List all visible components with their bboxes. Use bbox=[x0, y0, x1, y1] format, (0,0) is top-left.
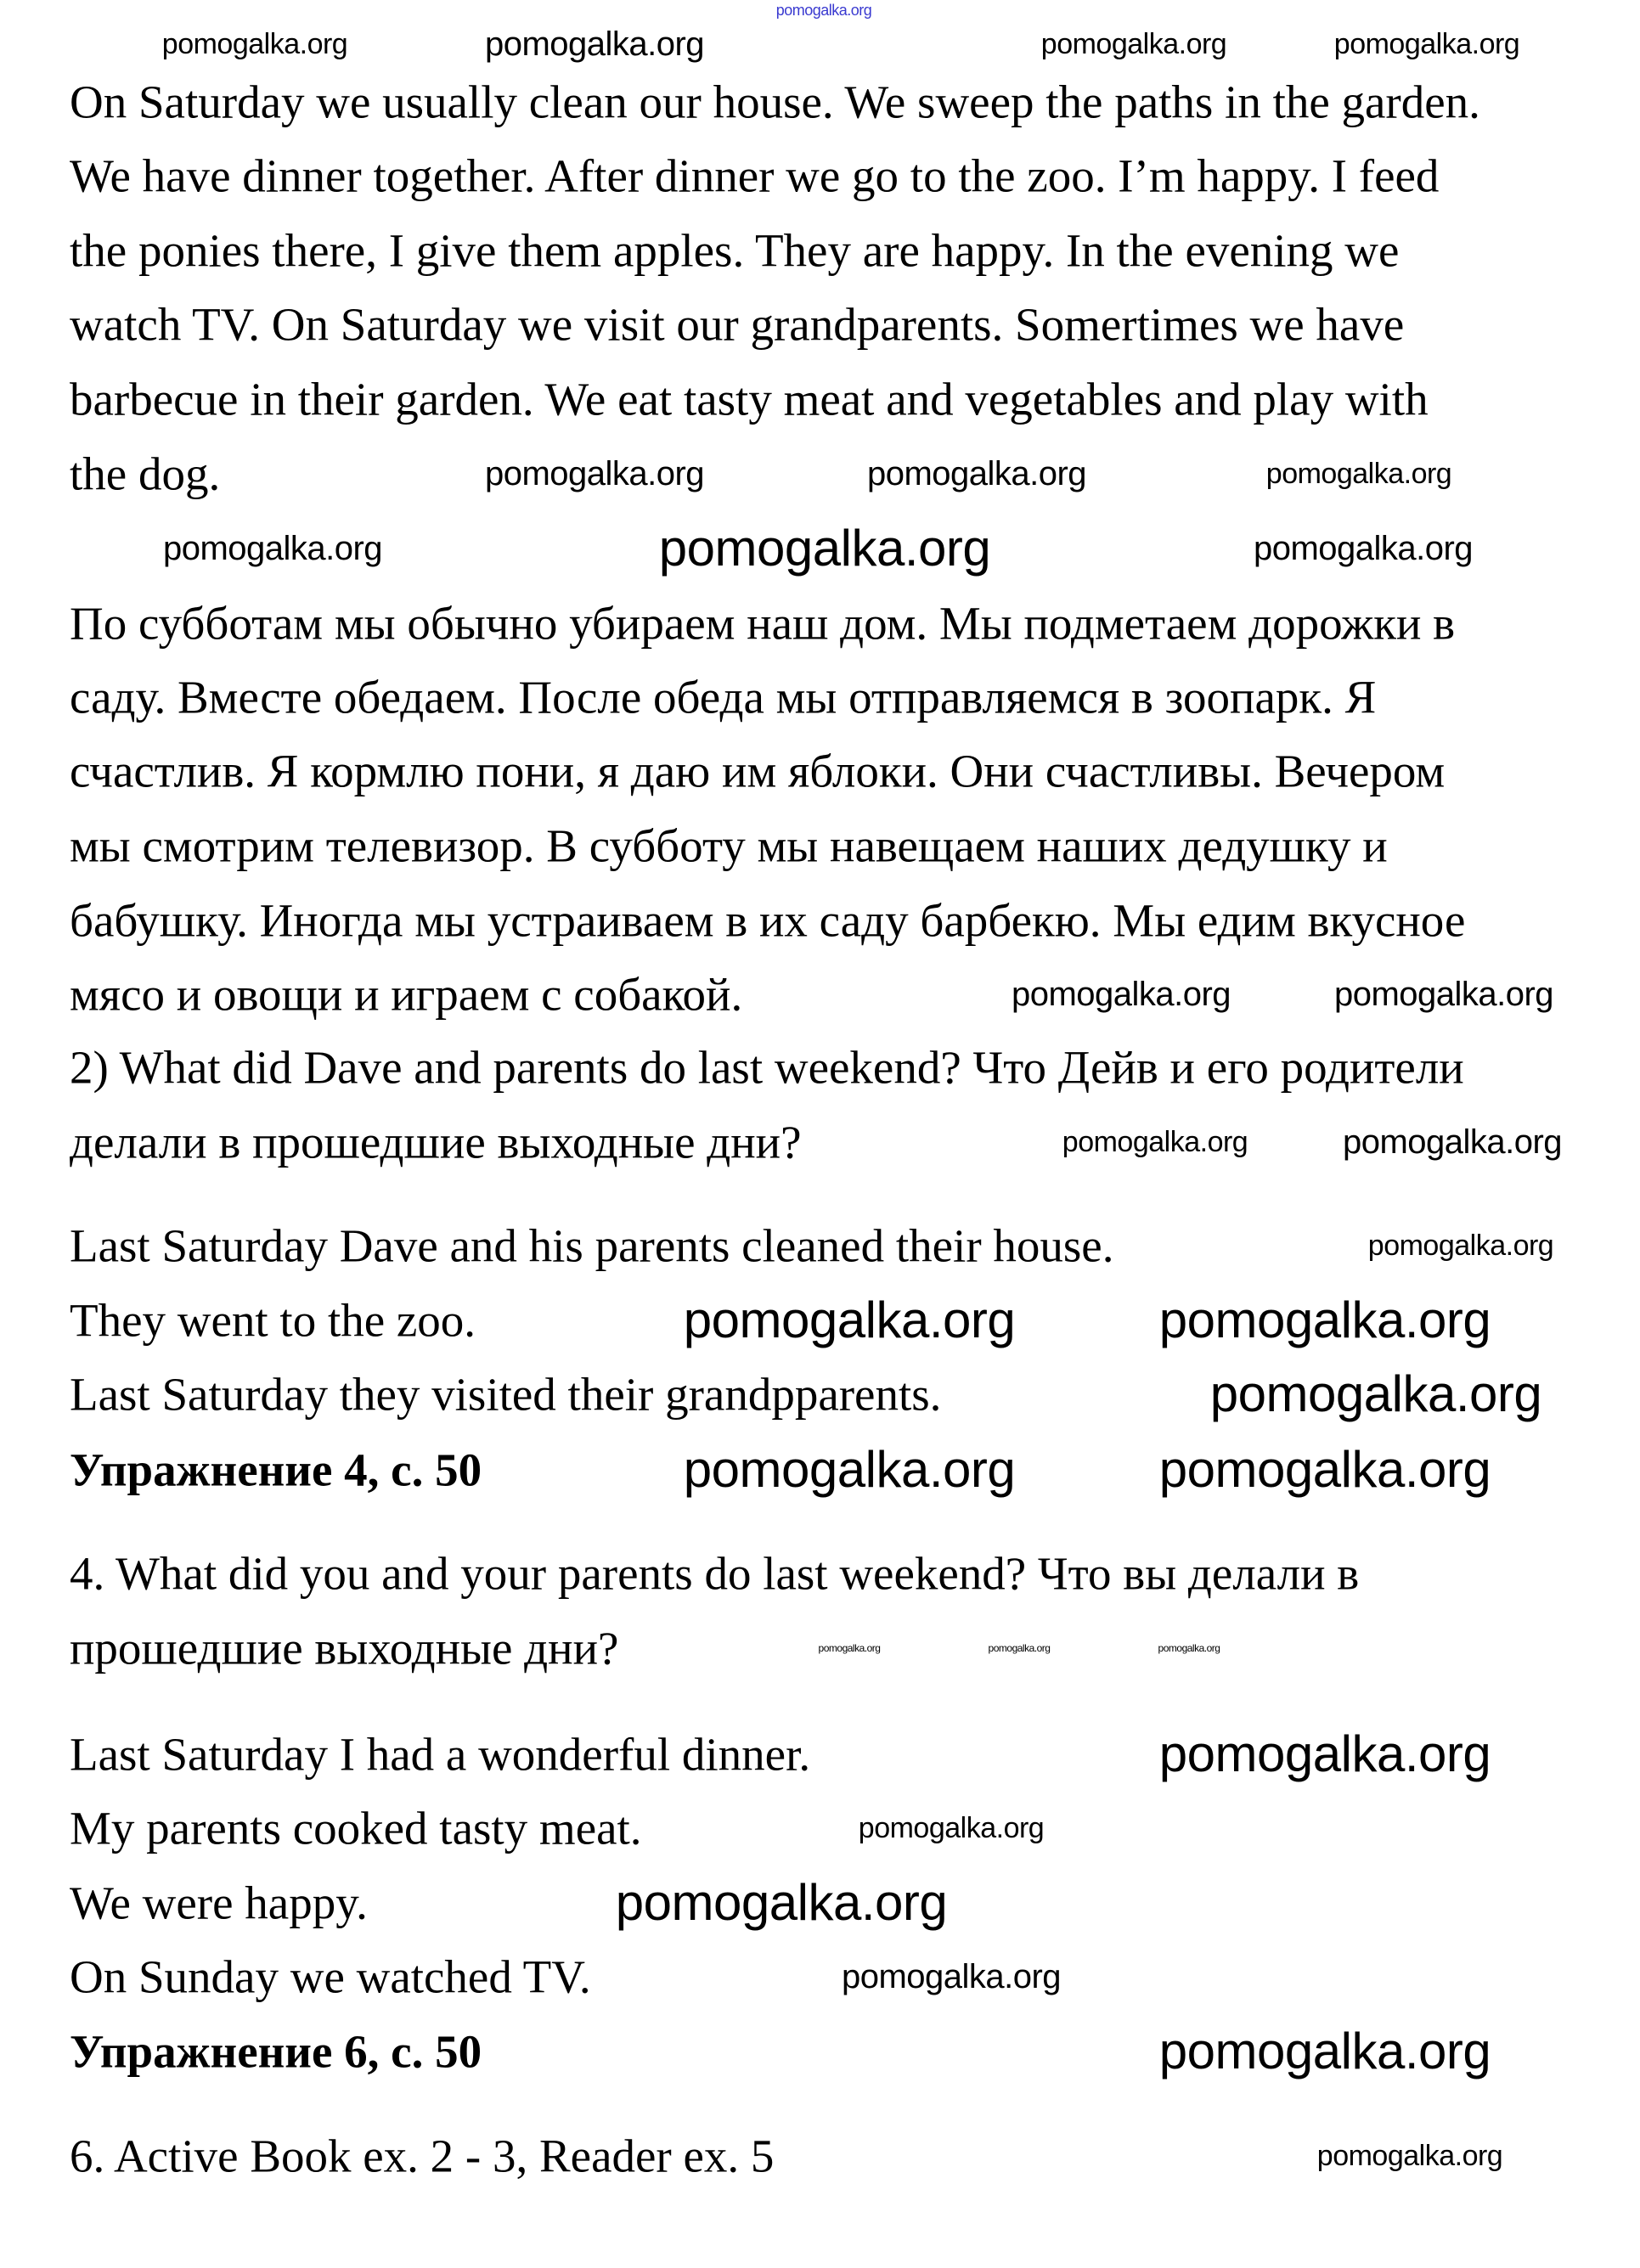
watermark: pomogalka.org bbox=[858, 1812, 1045, 1844]
watermark: pomogalka.org bbox=[683, 1441, 1016, 1498]
watermark: pomogalka.org bbox=[1158, 1642, 1220, 1654]
watermark: pomogalka.org bbox=[162, 530, 383, 567]
watermark: pomogalka.org bbox=[161, 28, 348, 60]
text-line: счастлив. Я кормлю пони, я даю им яблоки. Они счастливы. Вечером bbox=[70, 745, 1446, 797]
watermark: pomogalka.org bbox=[1333, 28, 1520, 60]
watermark: pomogalka.org bbox=[1011, 976, 1231, 1013]
watermark: pomogalka.org bbox=[1062, 1126, 1248, 1158]
answer-line: My parents cooked tasty meat. bbox=[70, 1802, 642, 1854]
text-line: саду. Вместе обедаем. После обеда мы отправляемся в зоопарк. Я bbox=[70, 671, 1377, 723]
question-line: прошедшие выходные дни? bbox=[70, 1622, 619, 1674]
watermark: pomogalka.org bbox=[1367, 1230, 1554, 1262]
answer-line: Last Saturday Dave and his parents cleaned their house. bbox=[70, 1219, 1114, 1272]
watermark: pomogalka.org bbox=[615, 1874, 948, 1931]
question-line: 2) What did Dave and parents do last weekend? Что Дейв и его родители bbox=[70, 1041, 1464, 1094]
text-line: barbecue in their garden. We eat tasty meat and vegetables and play with bbox=[70, 373, 1429, 425]
watermark: pomogalka.org bbox=[841, 1958, 1062, 1995]
watermark: pomogalka.org bbox=[866, 455, 1087, 492]
exercise-heading: Упражнение 4, с. 50 bbox=[70, 1444, 482, 1496]
text-line: the ponies there, I give them apples. They are happy. In the evening we bbox=[70, 224, 1400, 277]
answer-line: On Sunday we watched TV. bbox=[70, 1950, 591, 2003]
question-line: делали в прошедшие выходные дни? bbox=[70, 1116, 802, 1168]
text-line: мясо и овощи и играем с собакой. bbox=[70, 968, 743, 1021]
watermark: pomogalka.org bbox=[484, 25, 705, 63]
watermark: pomogalka.org bbox=[1333, 976, 1554, 1013]
text-line: По субботам мы обычно убираем наш дом. Мы подметаем дорожки в bbox=[70, 597, 1456, 650]
answer-line: We were happy. bbox=[70, 1877, 368, 1929]
text-line: the dog. bbox=[70, 447, 221, 500]
watermark: pomogalka.org bbox=[1158, 2023, 1491, 2079]
watermark: pomogalka.org bbox=[1209, 1365, 1542, 1422]
watermark: pomogalka.org bbox=[683, 1292, 1016, 1348]
answer-line: They went to the zoo. bbox=[70, 1294, 476, 1347]
text-line: мы смотрим телевизор. В субботу мы навещаем наших дедушку и bbox=[70, 819, 1388, 872]
watermark: pomogalka.org bbox=[484, 455, 705, 492]
text-line: We have dinner together. After dinner we go to the zoo. I’m happy. I feed bbox=[70, 149, 1440, 202]
watermark: pomogalka.org bbox=[1158, 1725, 1491, 1782]
text-line: On Saturday we usually clean our house. We sweep the paths in the garden. bbox=[70, 76, 1480, 128]
answer-line: Last Saturday I had a wonderful dinner. bbox=[70, 1728, 811, 1781]
question-line: 4. What did you and your parents do last weekend? Что вы делали в bbox=[70, 1547, 1360, 1600]
answer-line: Last Saturday they visited their grandpparents. bbox=[70, 1368, 942, 1421]
watermark: pomogalka.org bbox=[1158, 1292, 1491, 1348]
watermark: pomogalka.org bbox=[1253, 530, 1474, 567]
watermark: pomogalka.org bbox=[818, 1642, 881, 1654]
task-line: 6. Active Book ex. 2 - 3, Reader ex. 5 bbox=[70, 2130, 775, 2182]
exercise-heading: Упражнение 6, с. 50 bbox=[70, 2025, 482, 2078]
watermark: pomogalka.org bbox=[1342, 1123, 1563, 1161]
watermark: pomogalka.org bbox=[658, 520, 991, 577]
watermark: pomogalka.org bbox=[988, 1642, 1051, 1654]
text-line: бабушку. Иногда мы устраиваем в их саду барбекю. Мы едим вкусное bbox=[70, 894, 1466, 947]
watermark: pomogalka.org bbox=[1265, 458, 1452, 490]
watermark: pomogalka.org bbox=[1316, 2140, 1503, 2172]
watermark: pomogalka.org bbox=[1040, 28, 1227, 60]
watermark: pomogalka.org bbox=[1158, 1441, 1491, 1498]
watermark-link[interactable]: pomogalka.org bbox=[775, 2, 872, 19]
text-line: watch TV. On Saturday we visit our grandparents. Somertimes we have bbox=[70, 298, 1405, 351]
